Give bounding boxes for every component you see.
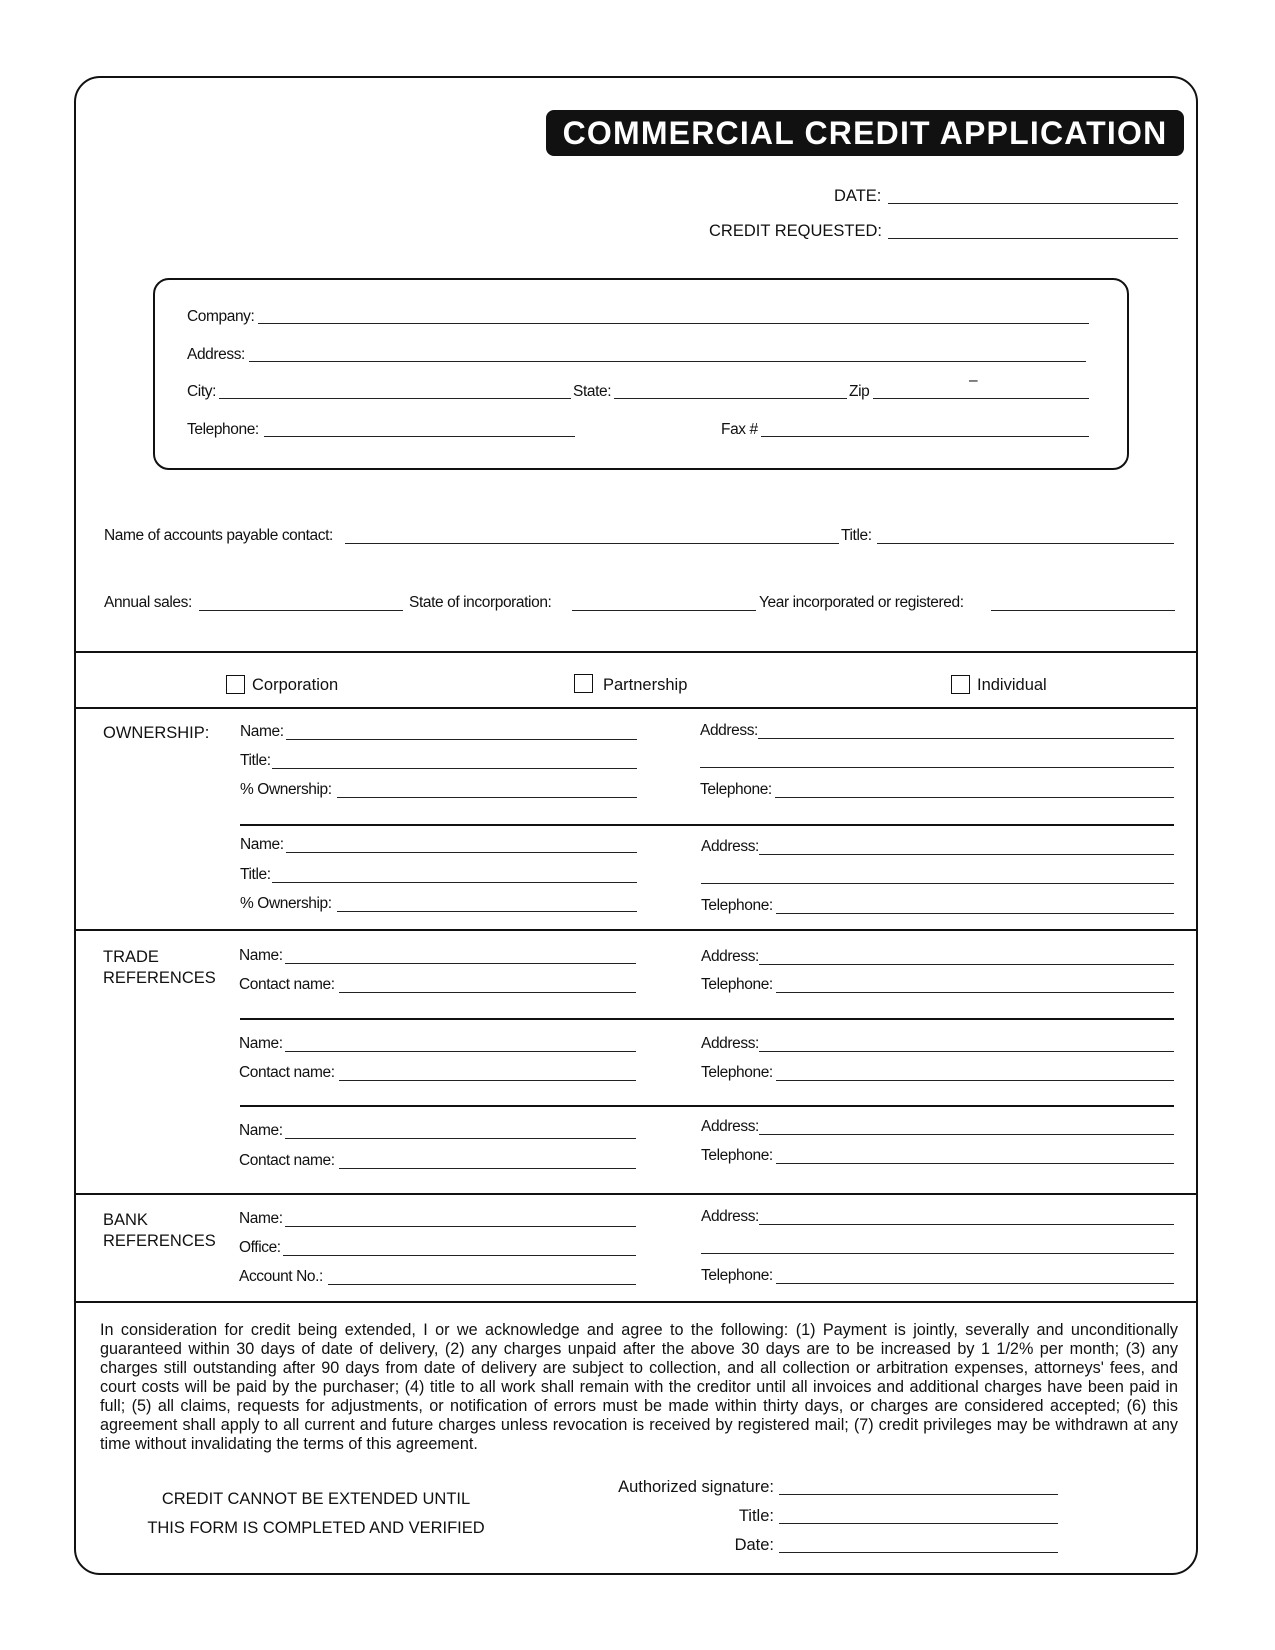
trade1-contact-field[interactable] (339, 992, 636, 993)
divider (240, 1018, 1174, 1020)
bank-address-label: Address: (701, 1208, 759, 1225)
divider (74, 651, 1198, 653)
form-title: COMMERCIAL CREDIT APPLICATION (546, 110, 1184, 156)
fax-field[interactable] (761, 436, 1089, 437)
owner1-telephone-field[interactable] (775, 797, 1174, 798)
bank-account-label: Account No.: (239, 1268, 323, 1285)
bank-address-field[interactable] (759, 1224, 1174, 1225)
trade1-telephone-field[interactable] (776, 992, 1174, 993)
bank-office-label: Office: (239, 1239, 281, 1256)
ap-contact-field[interactable] (345, 543, 839, 544)
sig-date-label: Date: (734, 1536, 774, 1554)
bank-account-field[interactable] (328, 1284, 636, 1285)
trade1-name-field[interactable] (285, 963, 636, 964)
ownership-section-label: OWNERSHIP: (103, 724, 210, 742)
trade2-telephone-label: Telephone: (701, 1064, 773, 1081)
owner2-address-label: Address: (701, 838, 759, 855)
bank-office-field[interactable] (283, 1255, 636, 1256)
owner1-address-field[interactable] (758, 738, 1174, 739)
trade3-name-label: Name: (239, 1122, 283, 1139)
state-incorporation-label: State of incorporation: (409, 594, 552, 611)
ap-title-field[interactable] (877, 543, 1174, 544)
trade3-contact-label: Contact name: (239, 1152, 335, 1169)
bank-telephone-field[interactable] (776, 1283, 1174, 1284)
owner2-ownership-label: % Ownership: (240, 895, 332, 912)
year-incorporated-field[interactable] (991, 610, 1175, 611)
credit-requested-label: CREDIT REQUESTED: (709, 222, 882, 240)
city-field[interactable] (219, 398, 571, 399)
bank-telephone-label: Telephone: (701, 1267, 773, 1284)
individual-checkbox[interactable] (951, 675, 970, 694)
divider (240, 1105, 1174, 1107)
sig-title-label: Title: (738, 1507, 774, 1525)
fax-label: Fax # (721, 421, 758, 438)
state-incorporation-field[interactable] (572, 610, 756, 611)
owner1-title-field[interactable] (272, 768, 637, 769)
divider (74, 1193, 1198, 1195)
divider (74, 707, 1198, 709)
owner2-telephone-label: Telephone: (701, 897, 773, 914)
owner2-title-label: Title: (240, 866, 271, 883)
divider (74, 929, 1198, 931)
bank-name-label: Name: (239, 1210, 283, 1227)
owner1-name-label: Name: (240, 723, 284, 740)
trade3-contact-field[interactable] (339, 1168, 636, 1169)
bank-address-line2-field[interactable] (701, 1253, 1174, 1254)
trade2-contact-field[interactable] (339, 1080, 636, 1081)
bank-section-label-2: REFERENCES (103, 1232, 216, 1250)
trade1-address-label: Address: (701, 948, 759, 965)
owner1-telephone-label: Telephone: (700, 781, 772, 798)
corporation-label: Corporation (252, 676, 339, 694)
company-field[interactable] (258, 323, 1089, 324)
date-field[interactable] (888, 203, 1178, 204)
credit-requested-field[interactable] (888, 238, 1178, 239)
trade3-name-field[interactable] (285, 1138, 636, 1139)
trade2-address-label: Address: (701, 1035, 759, 1052)
trade-section-label-2: REFERENCES (103, 969, 216, 987)
signature-field[interactable] (779, 1494, 1058, 1495)
telephone-label: Telephone: (187, 421, 259, 438)
owner1-title-label: Title: (240, 752, 271, 769)
state-label: State: (573, 383, 612, 400)
owner1-ownership-label: % Ownership: (240, 781, 332, 798)
partnership-label: Partnership (603, 676, 688, 694)
zip-field[interactable] (873, 398, 1089, 399)
trade1-name-label: Name: (239, 947, 283, 964)
owner2-address-field[interactable] (759, 854, 1174, 855)
trade3-address-label: Address: (701, 1118, 759, 1135)
owner1-address-line2-field[interactable] (700, 767, 1174, 768)
sig-title-field[interactable] (779, 1523, 1058, 1524)
individual-label: Individual (977, 676, 1047, 694)
annual-sales-label: Annual sales: (104, 594, 192, 611)
date-label: DATE: (834, 187, 882, 205)
trade3-address-field[interactable] (759, 1134, 1174, 1135)
bank-name-field[interactable] (285, 1226, 636, 1227)
ap-title-label: Title: (841, 527, 872, 544)
notice-line-2: THIS FORM IS COMPLETED AND VERIFIED (147, 1519, 485, 1537)
zip-label: Zip (849, 383, 870, 400)
trade2-name-label: Name: (239, 1035, 283, 1052)
trade1-telephone-label: Telephone: (701, 976, 773, 993)
partnership-checkbox[interactable] (574, 674, 593, 693)
trade1-contact-label: Contact name: (239, 976, 335, 993)
trade-section-label-1: TRADE (103, 948, 159, 966)
terms-paragraph: In consideration for credit being extended, I or we acknowledge and agree to the following: (1) Payment is jointly, severally and unconditionally guaranteed within 30 days of date of delivery, (2) any charges unpaid after the above 30 days are to be increased by 1 1/2% per month; (3) any charges still outstanding after 90 days from date of delivery are subject to collection, and all collection or arbitration expenses, attorneys' fees, and court costs will be paid by the purchaser; (4) title to all work shall remain with the creditor until all invoices and additional charges have been paid in full; (5) all claims, requests for adjustments, or notification of errors must be made within thirty days, or charges are considered accepted; (6) this agreement shall apply to all current and future charges unless revocation is received by registered mail; (7) credit privileges may be withdrawn at any time without invalidating the terms of this agreement. (100, 1321, 1178, 1453)
owner2-ownership-field[interactable] (337, 911, 637, 912)
signature-label: Authorized signature: (618, 1478, 774, 1496)
corporation-checkbox[interactable] (226, 675, 245, 694)
owner2-name-label: Name: (240, 836, 284, 853)
company-info-box (153, 278, 1129, 470)
trade3-telephone-field[interactable] (776, 1163, 1174, 1164)
trade3-telephone-label: Telephone: (701, 1147, 773, 1164)
owner2-title-field[interactable] (272, 882, 637, 883)
annual-sales-field[interactable] (199, 610, 403, 611)
owner1-ownership-field[interactable] (337, 797, 637, 798)
owner2-name-field[interactable] (286, 852, 637, 853)
trade1-address-field[interactable] (759, 964, 1174, 965)
city-label: City: (187, 383, 217, 400)
owner1-name-field[interactable] (286, 739, 637, 740)
notice-line-1: CREDIT CANNOT BE EXTENDED UNTIL (161, 1490, 471, 1508)
address-field[interactable] (249, 361, 1086, 362)
owner1-address-label: Address: (700, 722, 758, 739)
trade2-telephone-field[interactable] (776, 1080, 1174, 1081)
year-incorporated-label: Year incorporated or registered: (759, 594, 964, 611)
trade2-address-field[interactable] (759, 1051, 1174, 1052)
owner2-telephone-field[interactable] (776, 913, 1174, 914)
bank-section-label-1: BANK (103, 1211, 148, 1229)
divider (240, 824, 1174, 826)
divider (74, 1301, 1198, 1303)
company-label: Company: (187, 308, 255, 325)
trade2-name-field[interactable] (285, 1051, 636, 1052)
state-field[interactable] (614, 398, 847, 399)
sig-date-field[interactable] (779, 1552, 1058, 1553)
trade2-contact-label: Contact name: (239, 1064, 335, 1081)
zip-dash: – (969, 372, 978, 389)
owner2-address-line2-field[interactable] (701, 883, 1174, 884)
address-label: Address: (187, 346, 245, 363)
ap-contact-label: Name of accounts payable contact: (104, 527, 333, 544)
telephone-field[interactable] (264, 436, 575, 437)
